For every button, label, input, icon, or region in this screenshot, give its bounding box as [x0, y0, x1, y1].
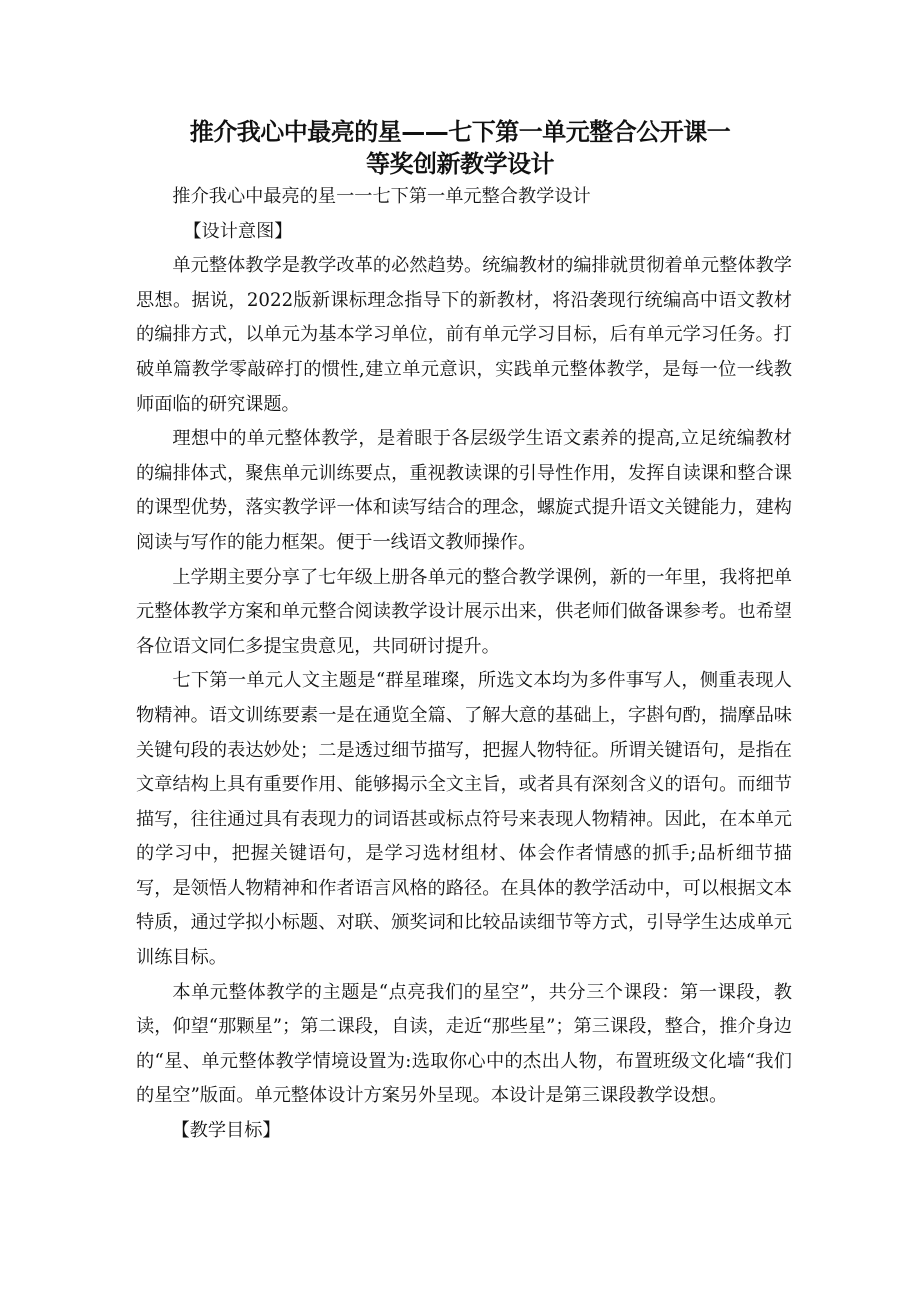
paragraph-5: 本单元整体教学的主题是“点亮我们的星空”，共分三个课段：第一课段，教读，仰望“那颗星”；第二课段，自读，走近“那些星”；第三课段，整合，推介身边的“星、单元整体教学情境设置为:选取你心中的杰出人物，布置班级文化墙“我们的星空”版面。单元整体设计方案另外呈现。本设计是第三课段教学设想。 — [136, 981, 792, 1107]
paragraph-3: 上学期主要分享了七年级上册各单元的整合教学课例，新的一年里，我将把单元整体教学方案和单元整合阅读教学设计展示出来，供老师们做备课参考。也希望各位语文同仁多提宝贵意见，共同研讨提升。 — [136, 566, 792, 657]
paragraph-2: 理想中的单元整体教学，是着眼于各层级学生语文素养的提高,立足统编教材的编排体式，聚焦单元训练要点，重视教读课的引导性作用，发挥自读课和整合课的课型优势，落实教学评一体和读写结合的理念，螺旋式提升语文关键能力，建构阅读与写作的能力框架。便于一线语文教师操作。 — [136, 428, 792, 553]
document-body — [136, 180, 792, 1149]
section-heading-teaching-goals: 【教学目标】 — [171, 1120, 281, 1142]
section-heading-design-intent: 【设计意图】 — [183, 220, 293, 242]
document-subtitle: 推介我心中最亮的星一一七下第一单元整合教学设计 — [172, 186, 591, 207]
paragraph-1: 单元整体教学是教学改革的必然趋势。统编教材的编排就贯彻着单元整体教学思想。据说，2022版新课标理念指导下的新教材，将沿袭现行统编高中语文教材的编排方式，以单元为基本学习单位，前有单元学习目标，后有单元学习任务。打破单篇教学零敲碎打的惯性,建立单元意识，实践单元整体教学，是每一位一线教师面临的研究课题。 — [136, 255, 792, 415]
document-title-line-2: 等奖创新教学设计 — [366, 150, 554, 178]
document-title-line-1: 推介我心中最亮的星——七下第一单元整合公开课一 — [189, 118, 731, 146]
paragraph-4: 七下第一单元人文主题是“群星璀璨，所选文本均为多件事写人，侧重表现人物精神。语文训练要素一是在通览全篇、了解大意的基础上，字斟句酌，揣摩品味关键句段的表达妙处；二是透过细节描写，把握人物特征。所谓关键语句，是指在文章结构上具有重要作用、能够揭示全文主旨，或者具有深刻含义的语句。而细节描写，往往通过具有表现力的词语甚或标点符号来表现人物精神。因此，在本单元的学习中，把握关键语句，是学习选材组材、体会作者情感的抓手;品析细节描写，是领悟人物精神和作者语言风格的路径。在具体的教学活动中，可以根据文本特质，通过学拟小标题、对联、颁奖词和比较品读细节等方式，引导学生达成单元训练目标。 — [136, 670, 792, 969]
